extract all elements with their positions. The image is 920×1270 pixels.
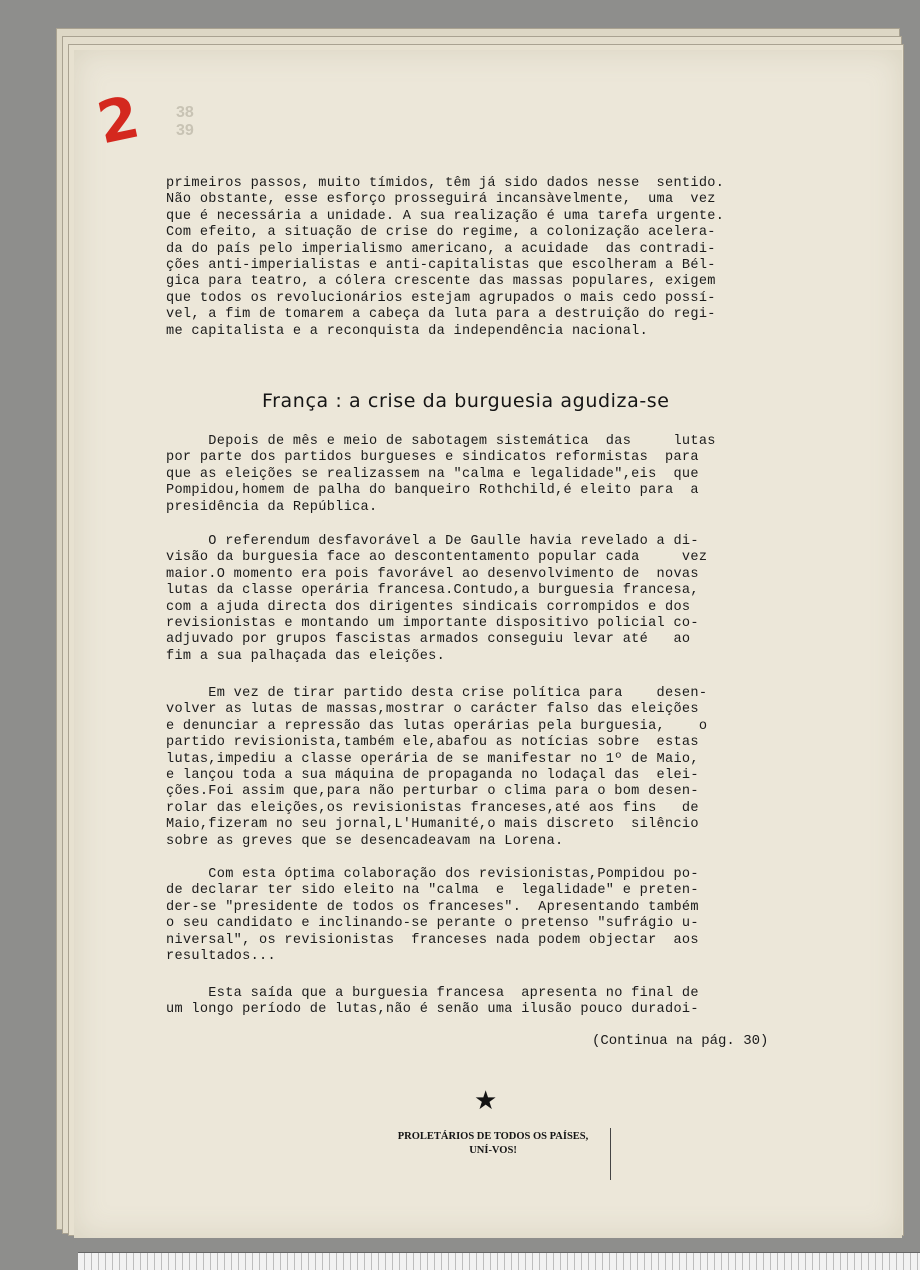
paragraph-3: Em vez de tirar partido desta crise política para desen- volver as lutas de massas,mostrar o carácter falso das eleições e denunciar a repressão das lutas operárias pela burguesia, o partido revisionista,também ele,abafou as notícias sobre estas lutas,impediu a classe operária de se manifestar no 1º de Maio, e lançou toda a sua máquina de propaganda no lodaçal das elei- ções.Foi assim que,para não perturbar o clima para o bom desen- rolar das eleições,os revisionistas franceses,até aos fins de Maio,fizeram no seu jornal,L'Humanité,o mais discreto silêncio sobre as greves que se desencadeavam na Lorena. <box>166 686 708 849</box>
page-number-faded: 38 <box>176 104 194 121</box>
star-icon: ★ <box>474 1086 498 1116</box>
red-handwritten-annotation: 2 <box>91 82 145 158</box>
slogan-bracket <box>606 1128 611 1180</box>
section-heading: França : a crise da burguesia agudiza-se <box>262 390 670 412</box>
paragraph-2: O referendum desfavorável a De Gaulle havia revelado a di- visão da burguesia face ao descontentamento popular cada vez maior.O momento era pois favorável ao desenvolvimento de novas lutas da classe operária francesa.Contudo,a burguesia francesa, com a ajuda directa dos dirigentes sindicais corrompidos e dos revisionistas e montando um importante dispositivo policial co- adjuvado por grupos fascistas armados conseguiu levar até ao fim a sua palhaçada das eleições. <box>166 534 708 664</box>
scale-ruler <box>78 1252 920 1270</box>
paragraph-5: Esta saída que a burguesia francesa apresenta no final de um longo período de lutas,não é senão uma ilusão pouco duradoi- <box>166 986 699 1018</box>
slogan <box>378 1130 608 1158</box>
paragraph-1: Depois de mês e meio de sabotagem sistemática das lutas por parte dos partidos burgueses e sindicatos reformistas para que as eleições se realizassem na "calma e legalidade",eis que Pompidou,homem de palha do banqueiro Rothchild,é eleito para a presidência da República. <box>166 434 716 515</box>
slogan-line-1: PROLETÁRIOS DE TODOS OS PAÍSES, <box>397 1131 589 1142</box>
page-number-current: 39 <box>176 122 194 139</box>
paragraph-4: Com esta óptima colaboração dos revisionistas,Pompidou po- de declarar ter sido eleito na "calma e legalidade" e preten- der-se "presidente de todos os franceses". Apresentando também o seu candidato e inclinando-se perante o pretenso "sufrágio u- niversal", os revisionistas franceses nada podem objectar aos resultados... <box>166 867 699 965</box>
page-number <box>176 104 194 140</box>
continuation-note: (Continua na pág. 30) <box>592 1033 769 1049</box>
intro-paragraph: primeiros passos, muito tímidos, têm já sido dados nesse sentido. Não obstante, esse esforço prosseguirá incansàvelmente, uma vez que é necessária a unidade. A sua realização é uma tarefa urgente. Com efeito, a situação de crise do regime, a colonização acelera- da do país pelo imperialismo americano, a acuidade das contradi- ções anti-imperialistas e anti-capitalistas que escolheram a Bél- gica para teatro, a cólera crescente das massas populares, exigem que todos os revolucionários estejam agrupados o mais cedo possí- vel, a fim de tomarem a cabeça da luta para a destruição do regi- me capitalista e a reconquista da independência nacional. <box>166 176 725 339</box>
slogan-line-2: UNÍ-VOS! <box>469 1145 517 1156</box>
